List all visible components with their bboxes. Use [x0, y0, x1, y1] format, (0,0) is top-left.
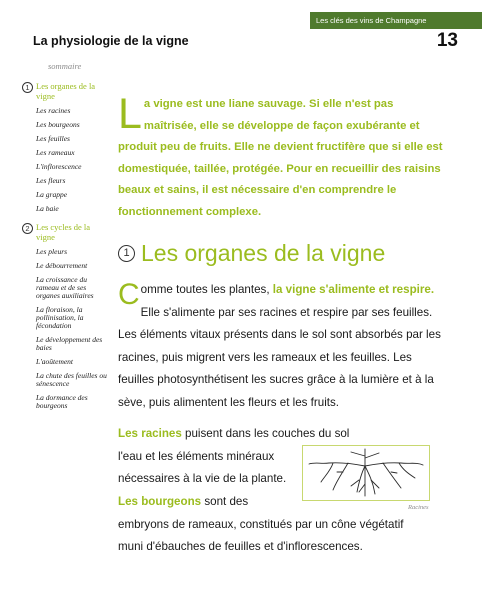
lead-dropcap: L	[118, 90, 142, 138]
paragraph-text: embryons de rameaux, constitués par un cône végétatif	[118, 517, 404, 531]
body-paragraph-3	[118, 491, 450, 559]
section-title: La physiologie de la vigne	[33, 34, 189, 48]
paragraph-dropcap: C	[118, 278, 140, 311]
toc-group-title: Les organes de la vigne	[36, 81, 96, 101]
highlight-text: Les racines	[118, 427, 182, 440]
circled-number-icon: 1	[22, 82, 33, 93]
toc-item[interactable]: Le débourrement	[36, 261, 88, 270]
section-heading-text: Les organes de la vigne	[141, 240, 386, 266]
figure-caption: Racines	[408, 504, 429, 511]
toc-item[interactable]: La chute des feuilles ou sénescence	[36, 371, 107, 388]
toc-item[interactable]: La baie	[36, 204, 59, 213]
toc-group-header[interactable]	[22, 222, 112, 242]
toc-group-2	[22, 222, 112, 410]
toc-item[interactable]: La croissance du rameau et de ses organes auxiliaires	[36, 275, 94, 300]
toc-list	[36, 107, 112, 213]
toc-list	[36, 248, 112, 410]
paragraph-text: nécessaires à la vie de la plante.	[118, 472, 287, 485]
toc-item[interactable]: Les rameaux	[36, 148, 75, 157]
sommaire-label: sommaire	[48, 61, 82, 71]
paragraph-text: puisent dans les couches du sol	[181, 427, 350, 440]
lead-paragraph	[118, 90, 448, 223]
header-banner	[310, 12, 482, 29]
paragraph-text: Elle s'alimente par ses racines et respire par ses feuilles. Les éléments vitaux présents dans le sol sont absorbés par les racines, puis migrent vers les rameaux et les feuilles. Les feuilles photosynthétisent les sucres grâce à la lumière et à la sève, puis alimentent les fleurs et les fruits.	[118, 305, 441, 409]
section-heading	[118, 240, 385, 267]
toc-item[interactable]: Les feuilles	[36, 134, 70, 143]
lead-text: a vigne est une liane sauvage. Si elle n'est pas maîtrisée, elle se développe de façon exubérante et produit peu de fruits. Elle ne devient fructifère que si elle est domestiquée, taillée, protégée. Pour en recueillir des raisins beaux et sains, il est nécessaire d'en comprendre le fonctionnement complexe.	[118, 98, 443, 218]
banner-text: Les clés des vins de Champagne	[316, 16, 427, 25]
page-number: 13	[436, 30, 458, 51]
toc-item[interactable]: La floraison, la pollinisation, la fécondation	[36, 305, 84, 330]
toc-item[interactable]: La grappe	[36, 190, 68, 199]
toc-item[interactable]: Les bourgeons	[36, 120, 80, 129]
toc-item[interactable]: L'aoûtement	[36, 357, 74, 366]
circled-number-icon: 1	[118, 245, 135, 262]
highlight-text: la vigne s'alimente et respire.	[272, 283, 435, 296]
toc-item[interactable]: Le développement des baies	[36, 335, 103, 352]
toc-item[interactable]: Les racines	[36, 106, 71, 115]
paragraph-text: l'eau et les éléments minéraux	[118, 449, 275, 463]
paragraph-text: omme toutes les plantes,	[140, 283, 273, 296]
toc-item[interactable]: Les fleurs	[36, 176, 66, 185]
toc-group-header[interactable]	[22, 81, 112, 101]
toc-group-1	[22, 81, 112, 213]
toc-item[interactable]: L'inflorescence	[36, 162, 82, 171]
highlight-text: Les bourgeons	[118, 495, 202, 508]
body-paragraph-1	[118, 279, 450, 414]
toc-group-title: Les cycles de la vigne	[36, 222, 91, 242]
paragraph-text: sont des	[201, 495, 249, 508]
toc-item[interactable]: La dormance des bourgeons	[36, 393, 88, 410]
toc-item[interactable]: Les pleurs	[36, 247, 68, 256]
circled-number-icon: 2	[22, 223, 33, 234]
paragraph-text: muni d'ébauches de feuilles et d'inflorescences.	[118, 540, 363, 553]
